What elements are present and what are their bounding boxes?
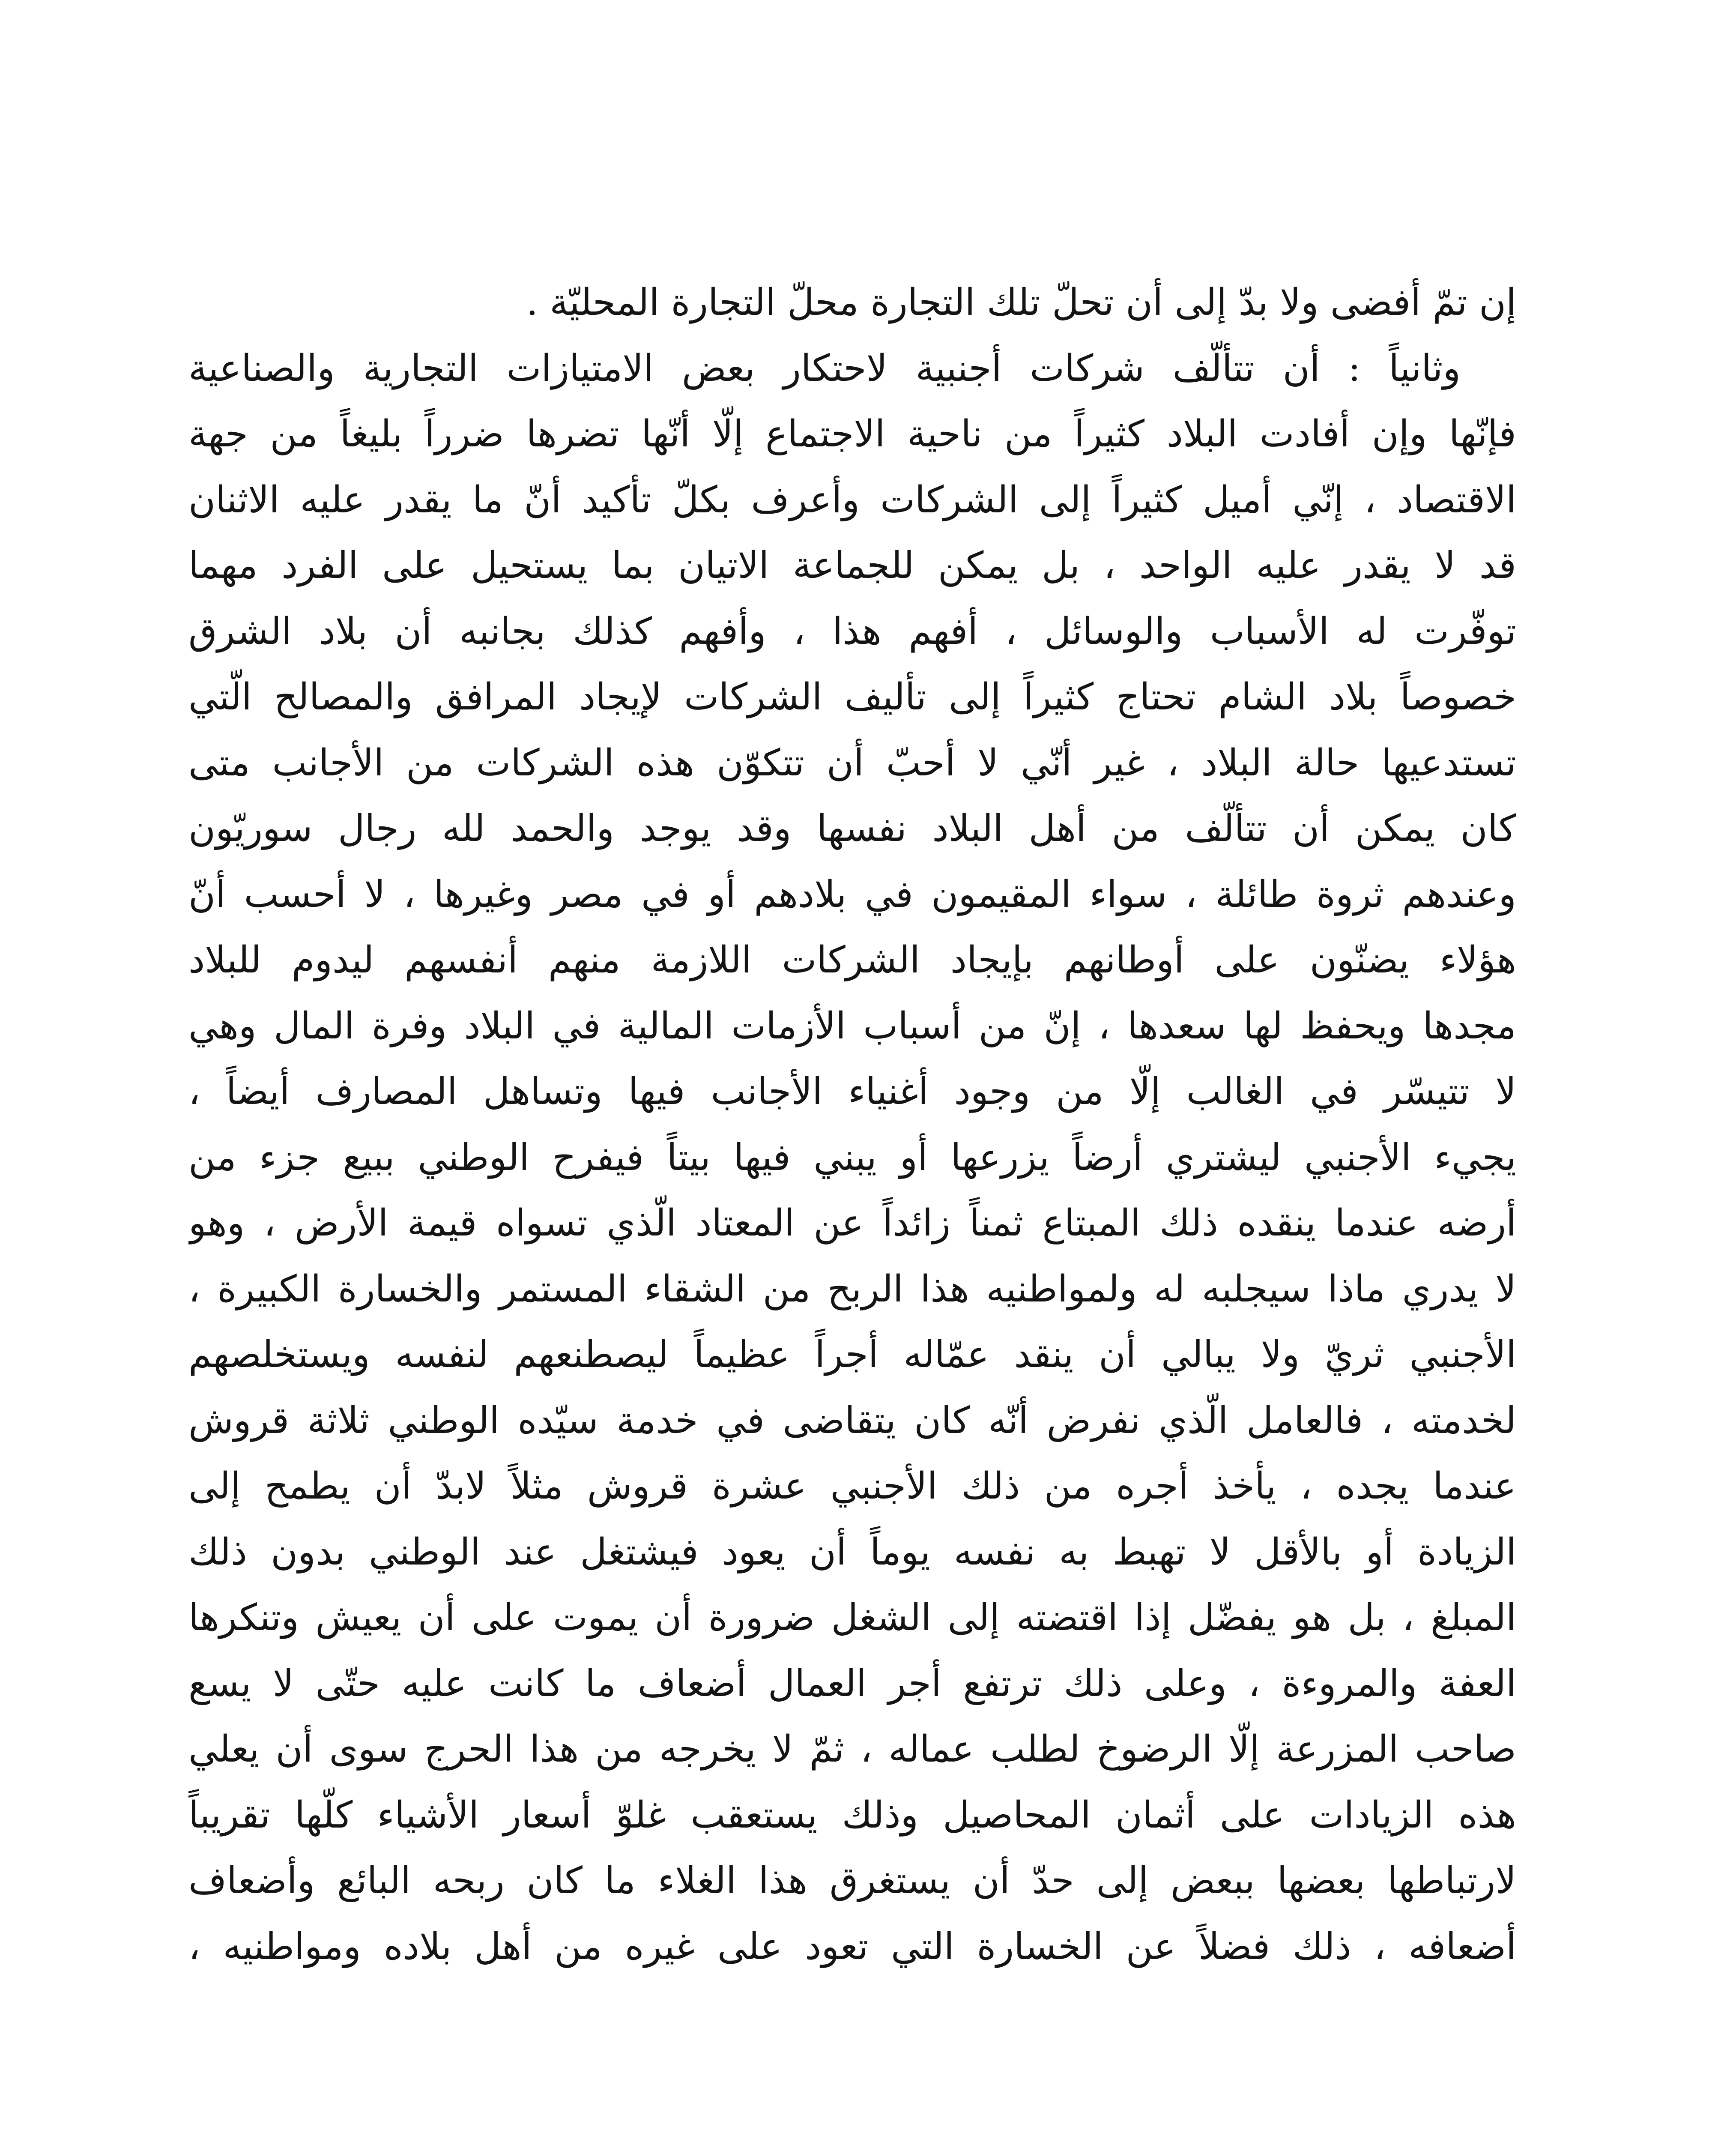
text-line: كان يمكن أن تتألّف من أهل البلاد نفسها وقد يوجد والحمد لله رجال سوريّون [188, 807, 1516, 850]
text-line: إن تمّ أفضى ولا بدّ إلى أن تحلّ تلك التجارة محلّ التجارة المحليّة . [526, 281, 1516, 324]
text-line: الأجنبي ثريّ ولا يبالي أن ينقد عمّاله أجراً عظيماً ليصطنعهم لنفسه ويستخلصهم [188, 1333, 1516, 1376]
text-line: صاحب المزرعة إلّا الرضوخ لطلب عماله ، ثمّ لا يخرجه من هذا الحرج سوى أن يعلي [188, 1728, 1516, 1771]
text-line: توفّرت له الأسباب والوسائل ، أفهم هذا ، وأفهم كذلك بجانبه أن بلاد الشرق [188, 610, 1516, 653]
text-line: خصوصاً بلاد الشام تحتاج كثيراً إلى تأليف الشركات لإيجاد المرافق والمصالح الّتي [188, 676, 1516, 718]
text-line: مجدها ويحفظ لها سعدها ، إنّ من أسباب الأزمات المالية في البلاد وفرة المال وهي [188, 1004, 1516, 1047]
text-line: لا يدري ماذا سيجلبه له ولمواطنيه هذا الربح من الشقاء المستمر والخسارة الكبيرة ، [188, 1267, 1516, 1310]
text-line: أضعافه ، ذلك فضلاً عن الخسارة التي تعود على غيره من أهل بلاده ومواطنيه ، [188, 1925, 1516, 1968]
text-line: أرضه عندما ينقده ذلك المبتاع ثمناً زائداً عن المعتاد الّذي تسواه قيمة الأرض ، وهو [188, 1202, 1516, 1245]
text-line: لارتباطها بعضها ببعض إلى حدّ أن يستغرق هذا الغلاء ما كان ربحه البائع وأضعاف [188, 1859, 1516, 1902]
text-line: عندما يجده ، يأخذ أجره من ذلك الأجنبي عشرة قروش مثلاً لابدّ أن يطمح إلى [188, 1465, 1516, 1508]
text-line: قد لا يقدر عليه الواحد ، بل يمكن للجماعة الاتيان بما يستحيل على الفرد مهما [188, 544, 1516, 587]
text-line: هذه الزيادات على أثمان المحاصيل وذلك يستعقب غلوّ أسعار الأشياء كلّها تقريباً [188, 1793, 1516, 1837]
text-line: العفة والمروءة ، وعلى ذلك ترتفع أجر العمال أضعاف ما كانت عليه حتّى لا يسع [188, 1662, 1516, 1705]
text-line: وعندهم ثروة طائلة ، سواء المقيمون في بلادهم أو في مصر وغيرها ، لا أحسب أنّ [188, 873, 1516, 916]
body-text [188, 270, 1516, 1980]
text-line: يجيء الأجنبي ليشتري أرضاً يزرعها أو يبني فيها بيتاً فيفرح الوطني ببيع جزء من [188, 1136, 1516, 1179]
text-line: لخدمته ، فالعامل الّذي نفرض أنّه كان يتقاضى في خدمة سيّده الوطني ثلاثة قروش [188, 1399, 1516, 1442]
text-line: وثانياً : أن تتألّف شركات أجنبية لاحتكار بعض الامتيازات التجارية والصناعية [188, 347, 1461, 390]
text-line: الزيادة أو بالأقل لا تهبط به نفسه يوماً أن يعود فيشتغل عند الوطني بدون ذلك [188, 1530, 1516, 1574]
text-line: هؤلاء يضنّون على أوطانهم بإيجاد الشركات اللازمة منهم أنفسهم ليدوم للبلاد [188, 939, 1516, 981]
text-line: المبلغ ، بل هو يفضّل إذا اقتضته إلى الشغل ضرورة أن يموت على أن يعيش وتنكرها [188, 1596, 1516, 1639]
text-line: لا تتيسّر في الغالب إلّا من وجود أغنياء الأجانب فيها وتساهل المصارف أيضاً ، [188, 1070, 1516, 1113]
text-line: فإنّها وإن أفادت البلاد كثيراً من ناحية الاجتماع إلّا أنّها تضرها ضرراً بليغاً من جهة [188, 413, 1516, 455]
text-line: الاقتصاد ، إنّي أميل كثيراً إلى الشركات وأعرف بكلّ تأكيد أنّ ما يقدر عليه الاثنان [188, 478, 1516, 521]
text-line: تستدعيها حالة البلاد ، غير أنّي لا أحبّ أن تتكوّن هذه الشركات من الأجانب متى [188, 741, 1516, 784]
